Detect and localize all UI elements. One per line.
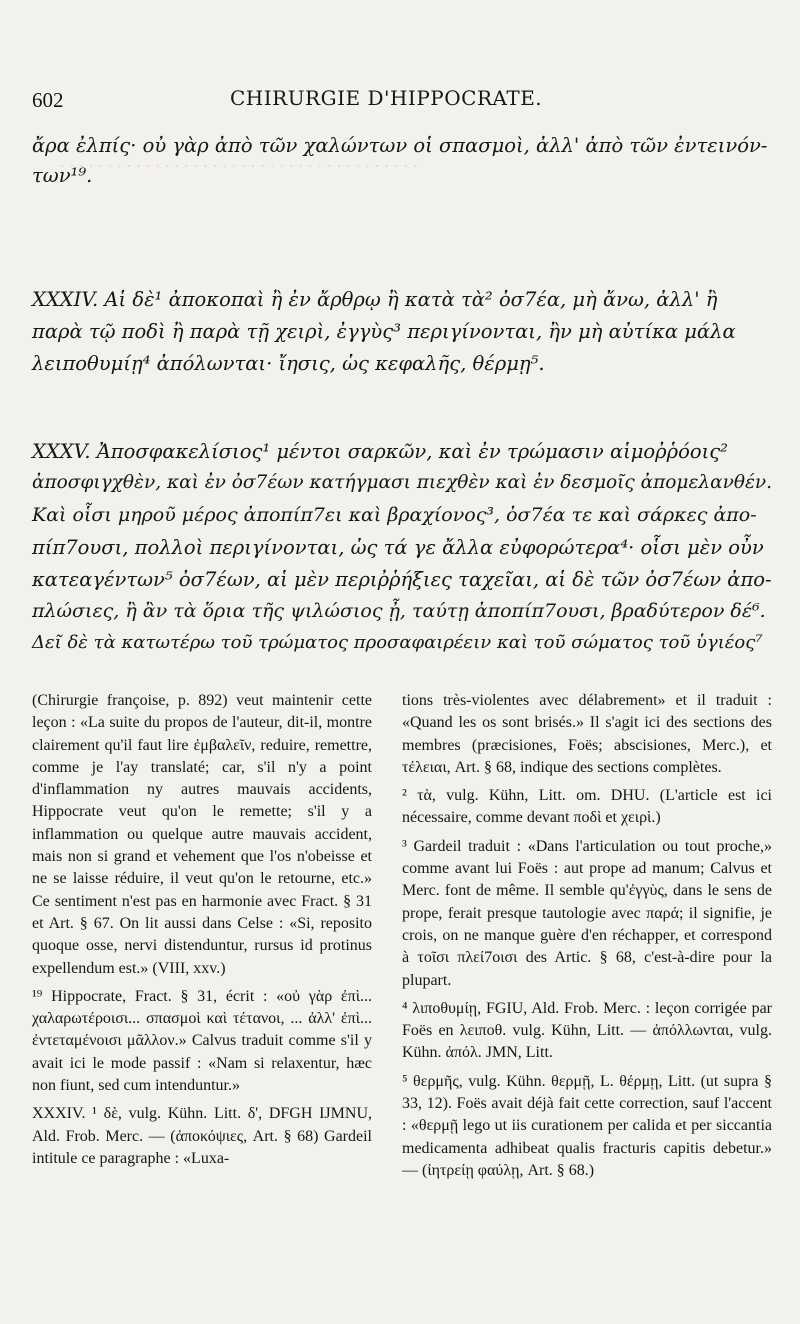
footnote-34-4: ⁴ λιποθυμίῃ, FGIU, Ald. Frob. Merc. : leçon corrigée par Foës en λειποθ. vulg. Kühn, Litt. — ἀπόλλωνται, vulg. Kühn. ἀπόλ. JMN, Litt. — [402, 999, 772, 1062]
footnote-34-3: ³ Gardeil traduit : «Dans l'articulation ou tout proche,» comme avant lui Foës : aut prope ad manum; Calvus et Merc. font de même. Il semble qu'ἐγγὺς, dans le sens de prope, ferait presque tautologie avec παρά; il signifie, je crois, on ne manque guère d'en réchapper, et correspond à τοῖσι πλεί7οισι des Artic. § 68, c'est-à-dire pour la plupart. — [402, 837, 772, 989]
greek-line-2: των¹⁹. — [32, 164, 93, 187]
section-35-line-3: Καὶ οἷσι μηροῦ μέρος ἀποπίπ7ει καὶ βραχίονος³, ὀσ7έα τε καὶ σάρκες ἀπο- — [32, 504, 757, 526]
section-35-line-2: ἀποσφιγχθὲν, καὶ ἐν ὀσ7έων κατήγμασι πιεχθὲν καὶ ἐν δεσμοῖς ἀπομελανθέν. — [32, 472, 773, 493]
footnotes-right-column — [402, 690, 772, 1188]
section-34-line-2: παρὰ τῷ ποδὶ ἢ παρὰ τῇ χειρὶ, ἐγγὺς³ περιγίνονται, ἢν μὴ αὐτίκα μάλα — [32, 320, 736, 343]
footnotes-left-column — [32, 690, 372, 1176]
footnote-34-2: ² τὰ, vulg. Kühn, Litt. om. DHU. (L'article est ici nécessaire, comme devant ποδὶ et χειρὶ.) — [402, 787, 772, 827]
section-35-line-7: Δεῖ δὲ τὰ κατωτέρω τοῦ τρώματος προσαφαιρέειν καὶ τοῦ σώματος τοῦ ὑγιέος⁷ — [32, 632, 763, 653]
section-35-line-6: πλώσιες, ἢ ἂν τὰ ὅρια τῆς ψιλώσιος ᾖ, ταύτῃ ἀποπίπ7ουσι, βραδύτερον δέ⁶. — [32, 600, 766, 622]
section-34-line-3: λειποθυμίῃ⁴ ἀπόλωνται· ἴησις, ὡς κεφαλῆς, θέρμῃ⁵. — [32, 352, 545, 375]
page-number: 602 — [32, 88, 64, 112]
greek-line-1: ἄρα ἐλπίς· οὐ γὰρ ἀπὸ τῶν χαλώντων οἱ σπασμοὶ, ἀλλ' ἀπὸ τῶν ἐντεινόν- — [32, 134, 768, 157]
footnote-34-1-continued: tions très-violentes avec délabrement» et il traduit : «Quand les os sont brisés.» Il s'agit ici des sections des membres (præcisiones, Foës; abscisiones, Merc.), et τέλειαι, Art. § 68, indique des sections complètes. — [402, 692, 772, 776]
footnote-34-1: XXXIV. ¹ δὲ, vulg. Kühn. Litt. δ', DFGH IJMNU, Ald. Frob. Merc. — (ἀποκόψιες, Art. § 68) Gardeil intitule ce paragraphe : «Luxa- — [32, 1105, 372, 1167]
running-title: CHIRURGIE D'HIPPOCRATE. — [230, 86, 543, 110]
footnote-continuation: (Chirurgie françoise, p. 892) veut maintenir cette leçon : «La suite du propos de l'auteur, dit-il, montre clairement qu'il faut lire ἐμβαλεῖν, reduire, remettre, comme je l'ay translaté; car, s'il n'y a point d'inflammation ny autres mauvais accidents, Hippocrate veut qu'on le remette; s'il y a inflammation ou quelque autre mauvais accident, mais non si grand et vehement que l'os n'obeisse et ne se laisse réduire, il veut qu'on le retourne, etc.» Ce sentiment n'est pas en harmonie avec Fract. § 31 et Art. § 67. On lit aussi dans Celse : «Si, reposito quoque osse, nervi distenduntur, rursus id protinus expellendum est.» (VIII, xxv.) — [32, 692, 372, 977]
section-35-line-1: XXXV. Ἀποσφακελίσιος¹ μέντοι σαρκῶν, καὶ ἐν τρώμασιν αἱμοῤῥόοις² — [32, 440, 728, 463]
footnote-19: ¹⁹ Hippocrate, Fract. § 31, écrit : «οὐ γὰρ ἐπὶ... χαλαρωτέροισι... σπασμοὶ καὶ τέτανοι, ... ἀλλ' ἐπὶ... ἐντεταμένοισι μᾶλλον.» Calvus traduit comme s'il y avait ici le mode passif : «Nam si relaxentur, hæc non fiunt, sed cum intenduntur.» — [32, 987, 372, 1095]
running-header — [32, 86, 772, 116]
section-35-line-4: πίπ7ουσι, πολλοὶ περιγίνονται, ὡς τά γε ἄλλα εὐφορώτερα⁴· οἷσι μὲν οὖν — [32, 536, 764, 559]
section-34-line-1: XXXIV. Αἱ δὲ¹ ἀποκοπαὶ ἢ ἐν ἄρθρῳ ἢ κατὰ τὰ² ὀσ7έα, μὴ ἄνω, ἀλλ' ἢ — [32, 288, 718, 311]
section-35-line-5: κατεαγέντων⁵ ὀσ7έων, αἱ μὲν περιῤῥήξιες ταχεῖαι, αἱ δὲ τῶν ὀσ7έων ἀπο- — [32, 568, 772, 591]
show-through-text: . . . . . . . . . . . . . . . . . . . . . . . . . . . . . . . . . . . . . . — [60, 153, 418, 171]
footnote-34-5: ⁵ θερμῆς, vulg. Kühn. θερμῇ, L. θέρμῃ, Litt. (ut supra § 33, 12). Foës avait déjà fait cette correction, sauf l'accent : «θερμῇ lego ut iis curationem per calida et per siccantia medicamenta adhibeat qualis fracturis capitis debetur.» — (ἰητρείῃ φαύλῃ, Art. § 68.) — [402, 1072, 772, 1179]
